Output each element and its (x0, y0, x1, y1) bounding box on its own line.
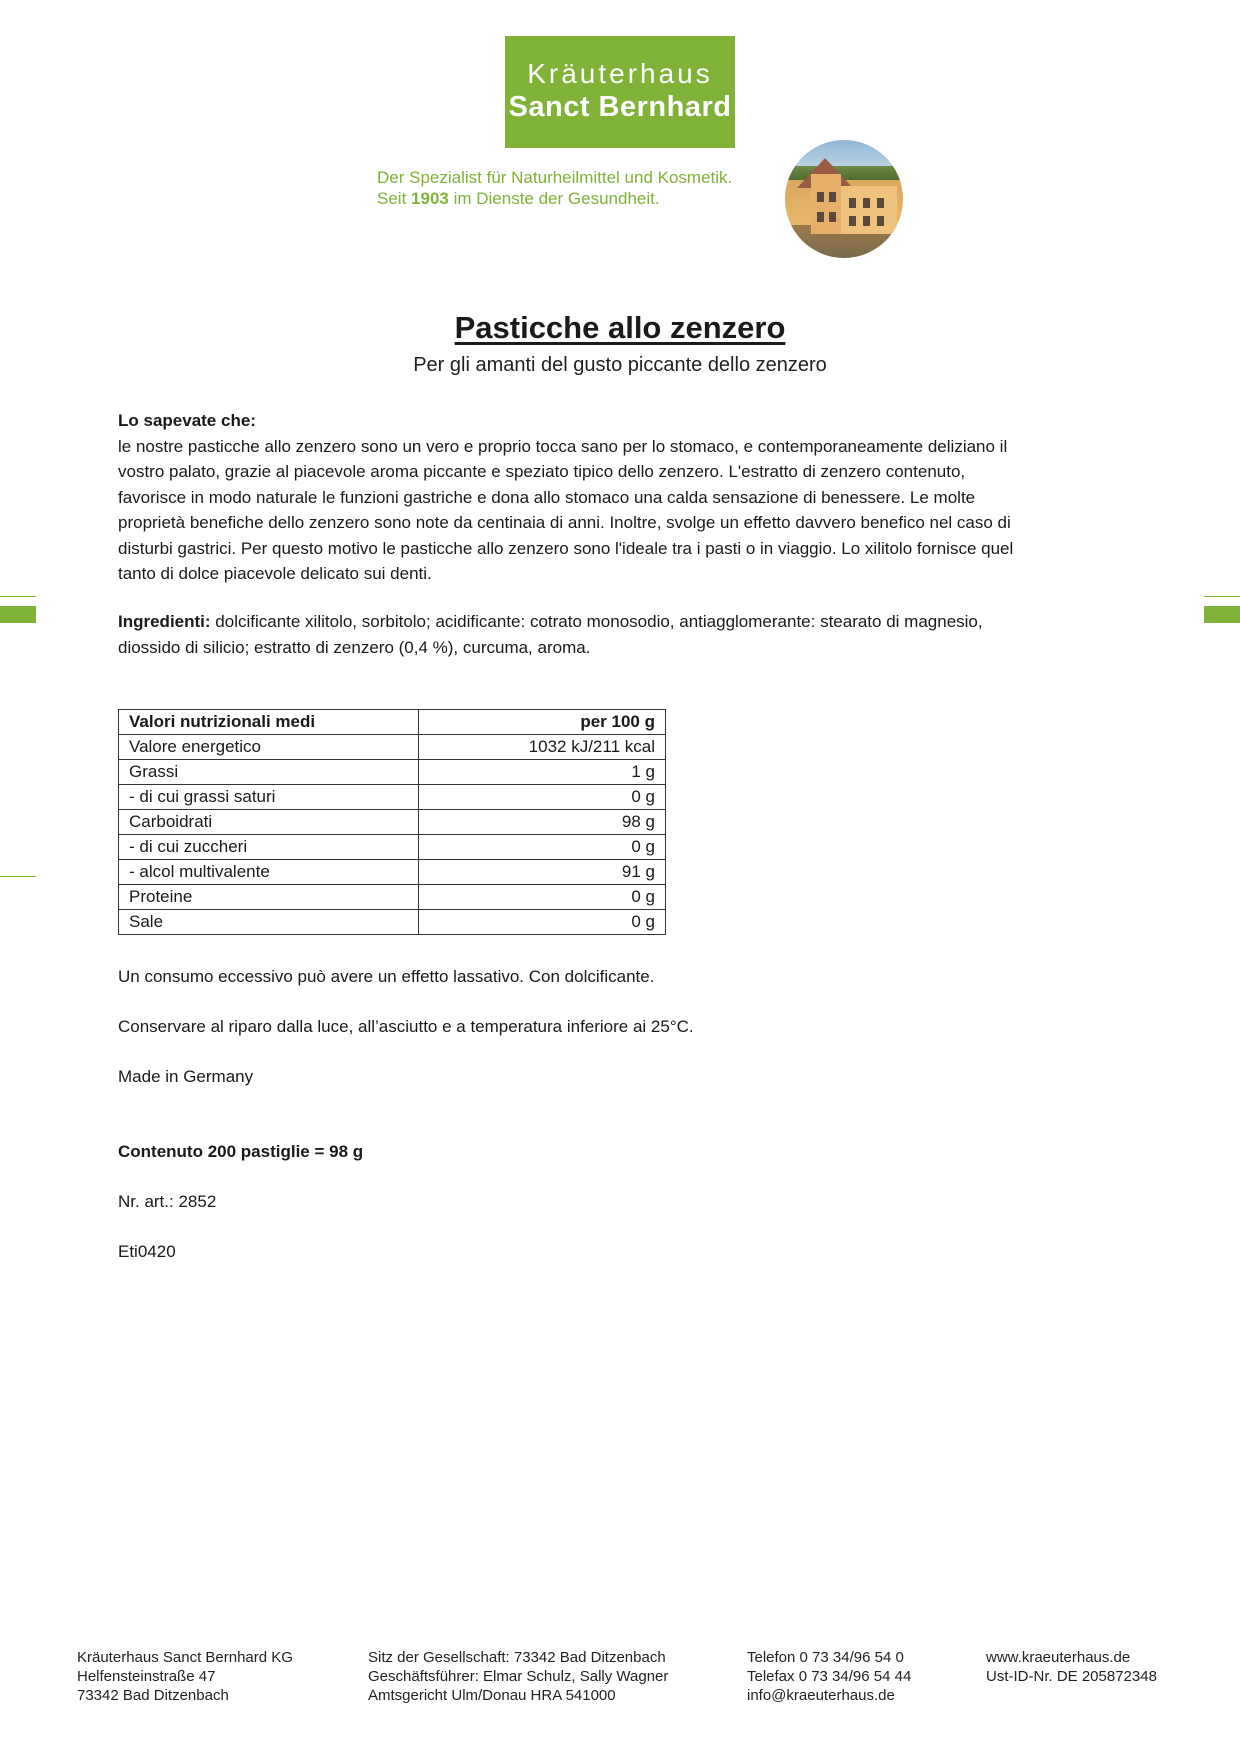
table-row (119, 835, 666, 860)
nutrient-name: - alcol multivalente (119, 860, 419, 885)
table-row (119, 860, 666, 885)
nutrient-name: Grassi (119, 760, 419, 785)
table-row (119, 785, 666, 810)
tagline-line1: Der Spezialist für Naturheilmittel und Kosmetik. (377, 168, 733, 187)
footer-email: info@kraeuterhaus.de (747, 1687, 895, 1704)
footer-company: Kräuterhaus Sanct Bernhard KG Helfensteinstraße 47 73342 Bad Ditzenbach (77, 1649, 293, 1704)
ingredients-label: Ingredienti: (118, 612, 211, 631)
nutrient-name: Valore energetico (119, 735, 419, 760)
intro-line: tanto di dolce piacevole delicato sui denti. (118, 564, 432, 583)
page-subtitle: Per gli amanti del gusto piccante dello zenzero (413, 354, 827, 376)
nutrient-name: Carboidrati (119, 810, 419, 835)
tagline-year: 1903 (411, 189, 449, 208)
intro-heading: Lo sapevate che: (118, 411, 256, 430)
nutrient-name: - di cui zuccheri (119, 835, 419, 860)
ingredients-line1: Ingredienti: dolcificante xilitolo, sorbitolo; acidificante: cotrato monosodio, antiagglomerante: stearato di magnesio, (118, 612, 983, 631)
margin-mark-left-fold (0, 876, 36, 877)
nutrient-value: 0 g (419, 785, 666, 810)
nutrient-value: 0 g (419, 885, 666, 910)
label-code: Eti0420 (118, 1242, 176, 1261)
nutrient-value: 0 g (419, 910, 666, 935)
nutrient-name: Proteine (119, 885, 419, 910)
building-photo (785, 140, 903, 258)
footer-vat-id: Ust-ID-Nr. DE 205872348 (986, 1668, 1157, 1685)
table-row (119, 760, 666, 785)
footer-legal: Sitz der Gesellschaft: 73342 Bad Ditzenbach Geschäftsführer: Elmar Schulz, Sally Wagner Amtsgericht Ulm/Donau HRA 541000 (368, 1649, 669, 1704)
intro-line: favorisce in modo naturale le funzioni gastriche e dona allo stomaco una calda sensazione di benessere. Le molte (118, 487, 976, 507)
origin-note: Made in Germany (118, 1067, 254, 1086)
tagline-line2: Seit 1903 im Dienste der Gesundheit. (377, 189, 660, 208)
intro-line: vostro palato, grazie al piacevole aroma piccante e speziato tipico dello zenzero. L'estratto di zenzero contenuto, (118, 462, 966, 481)
nutrient-value: 0 g (419, 835, 666, 860)
brand-logo (505, 36, 735, 148)
table-header-row (119, 710, 666, 735)
logo-line2: Sanct Bernhard (508, 91, 732, 123)
nutrient-value: 1 g (419, 760, 666, 785)
margin-mark-left-line (0, 596, 36, 597)
table-header-cell: per 100 g (419, 710, 666, 735)
ingredients-line2: diossido di silicio; estratto di zenzero (0,4 %), curcuma, aroma. (118, 637, 591, 657)
footer-fax: Telefax 0 73 34/96 54 44 (747, 1668, 912, 1685)
intro-line: proprietà benefiche dello zenzero sono note da centinaia di anni. Inoltre, svolge un effetto davvero benefico nel caso di (118, 513, 1011, 532)
nutrient-value: 1032 kJ/211 kcal (419, 735, 666, 760)
table-row (119, 735, 666, 760)
storage-note: Conservare al riparo dalla luce, all’asciutto e a temperatura inferiore ai 25°C. (118, 1017, 694, 1036)
table-row (119, 885, 666, 910)
ingredients-section (118, 609, 1098, 660)
nutrition-table (118, 709, 666, 935)
nutrient-name: Sale (119, 910, 419, 935)
footer-website: www.kraeuterhaus.de (986, 1649, 1131, 1666)
intro-line: disturbi gastrici. Per questo motivo le pasticche allo zenzero sono l'ideale tra i pasti o in viaggio. Lo xilitolo fornisce quel (118, 538, 1014, 558)
intro-line: le nostre pasticche allo zenzero sono un vero e proprio tocca sano per lo stomaco, e contemporaneamente deliziano il (118, 436, 1008, 456)
intro-section (118, 408, 1098, 587)
margin-mark-right-line (1204, 596, 1240, 597)
footer-contact (747, 1648, 911, 1705)
margin-mark-right-bar (1204, 606, 1240, 623)
table-row (119, 910, 666, 935)
page-title: Pasticche allo zenzero (454, 310, 786, 345)
content-note: Contenuto 200 pastiglie = 98 g (118, 1142, 364, 1161)
footer-web (986, 1648, 1157, 1686)
nutrient-value: 91 g (419, 860, 666, 885)
article-number: Nr. art.: 2852 (118, 1192, 217, 1211)
nutrient-name: - di cui grassi saturi (119, 785, 419, 810)
tagline (377, 167, 732, 209)
margin-mark-left-bar (0, 606, 36, 623)
footer-phone: Telefon 0 73 34/96 54 0 (747, 1649, 904, 1666)
logo-line1: Kräuterhaus (527, 58, 713, 89)
table-row (119, 810, 666, 835)
table-header-cell: Valori nutrizionali medi (119, 710, 419, 735)
laxative-note: Un consumo eccessivo può avere un effetto lassativo. Con dolcificante. (118, 967, 655, 986)
nutrient-value: 98 g (419, 810, 666, 835)
